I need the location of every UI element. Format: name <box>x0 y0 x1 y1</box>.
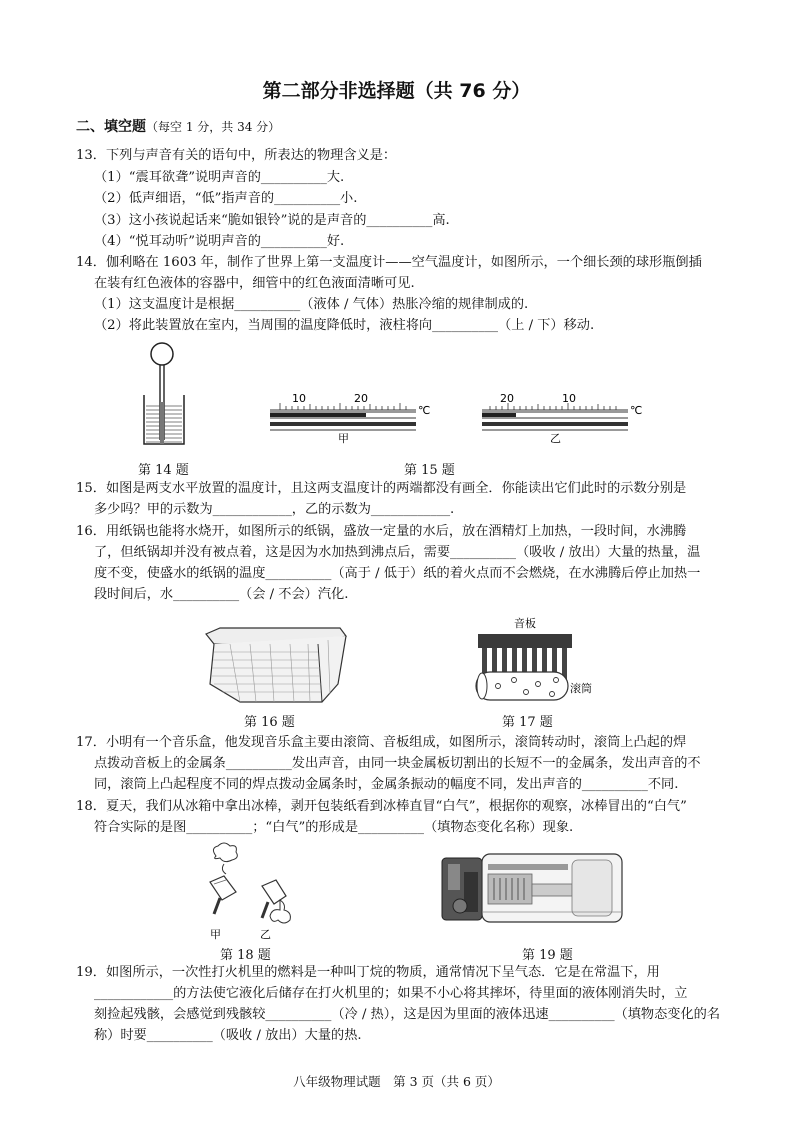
q14-stem-line-1: 14．伽利略在 1603 年，制作了世界上第一支温度计——空气温度计，如图所示，一个细长颈的球形瓶倒插 <box>76 255 702 270</box>
q16-stem-line-2: 了，但纸锅却并没有被点着，这是因为水加热到沸点后，需要__________（吸收 / 放出）大量的热量，温 <box>94 545 701 560</box>
jia-tick-20: 20 <box>354 392 368 405</box>
fig18-jia-label: 甲 <box>210 928 221 941</box>
q16-stem-line-3: 度不变，使盛水的纸锅的温度__________（高于 / 低于）纸的着火点而不会燃烧，在水沸腾后停止加热一 <box>94 566 701 581</box>
q15-thermometer-yi <box>478 390 653 448</box>
q15-stem-line-1: 15．如图是两支水平放置的温度计，且这两支温度计的两端都没有画全．你能读出它们此时的示数分别是 <box>76 481 687 496</box>
q14-caption: 第 14 题 <box>138 463 189 478</box>
q13-item-4: （4）“悦耳动听”说明声音的__________好. <box>94 234 345 249</box>
page-footer: 八年级物理试题 第 3 页（共 6 页） <box>293 1074 500 1089</box>
q16-stem-line-4: 段时间后，水__________（会 / 不会）汽化. <box>94 587 349 602</box>
q14-stem-line-2: 在装有红色液体的容器中，细管中的红色液面清晰可见. <box>94 276 415 291</box>
q19-stem-line-4: 称）时要__________（吸收 / 放出）大量的热. <box>94 1028 362 1043</box>
q19-stem-line-3: 刻捡起残骸，会感觉到残骸较__________（冷 / 热），这是因为里面的液体迅速__________（填物态变化的名 <box>94 1007 721 1022</box>
section-heading-text: 二、填空题 <box>76 119 146 135</box>
q13-item-1: （1）“震耳欲聋”说明声音的__________大. <box>94 170 345 185</box>
q19-figure <box>440 850 628 926</box>
page-title: 第二部分非选择题（共 76 分） <box>262 80 531 102</box>
q13-stem: 13．下列与声音有关的语句中，所表达的物理含义是： <box>76 148 397 163</box>
q19-caption: 第 19 题 <box>522 948 573 963</box>
q14-figure <box>138 340 198 448</box>
q17-stem-line-2: 点拨动音板上的金属条__________发出声音，由同一块金属板切割出的长短不一的金属条，发出声音的不 <box>94 756 701 771</box>
yi-tick-20: 20 <box>500 392 514 405</box>
q16-caption: 第 16 题 <box>244 715 295 730</box>
q16-stem-line-1: 16．用纸锅也能将水烧开，如图所示的纸锅，盛放一定量的水后，放在酒精灯上加热，一段时间，水沸腾 <box>76 524 687 539</box>
fig18-yi-label: 乙 <box>260 928 271 941</box>
q14-item-1: （1）这支温度计是根据__________（液体 / 气体）热胀冷缩的规律制成的. <box>94 297 529 312</box>
q18-figure <box>196 842 306 942</box>
q16-figure <box>200 624 350 706</box>
q17-stem-line-1: 17．小明有一个音乐盒，他发现音乐盒主要由滚筒、音板组成，如图所示，滚筒转动时，滚筒上凸起的焊 <box>76 735 687 750</box>
q17-stem-line-3: 同，滚筒上凸起程度不同的焊点拨动金属条时，金属条振动的幅度不同，发出声音的__________不同. <box>94 777 679 792</box>
q18-stem-line-2: 符合实际的是图__________；“白气”的形成是__________（填物态变化名称）现象. <box>94 820 574 835</box>
q13-item-2: （2）低声细语，“低”指声音的__________小. <box>94 191 358 206</box>
q19-stem-line-2: ____________的方法使它液化后储存在打火机里的；如果不小心将其摔坏，待里面的液体刚消失时，立 <box>94 986 688 1001</box>
q17-caption: 第 17 题 <box>502 715 553 730</box>
jia-unit: ℃ <box>418 404 431 417</box>
q15-caption: 第 15 题 <box>404 463 455 478</box>
section-note: （每空 1 分，共 34 分） <box>146 120 281 134</box>
drum-label: 滚筒 <box>570 682 592 695</box>
yi-unit: ℃ <box>630 404 643 417</box>
q13-item-3: （3）这小孩说起话来“脆如银铃”说的是声音的__________高. <box>94 213 450 228</box>
yi-tick-10: 10 <box>562 392 576 405</box>
q18-stem-line-1: 18．夏天，我们从冰箱中拿出冰棒，剥开包装纸看到冰棒直冒“白气”，根据你的观察，冰棒冒出的“白气” <box>76 799 687 814</box>
jia-label: 甲 <box>338 432 349 445</box>
q14-item-2: （2）将此装置放在室内，当周围的温度降低时，液柱将向__________（上 / 下）移动. <box>94 318 595 333</box>
board-label: 音板 <box>514 617 536 630</box>
section-heading <box>76 116 280 136</box>
yi-label: 乙 <box>550 432 561 445</box>
q15-stem-line-2: 多少吗？甲的示数为____________，乙的示数为____________. <box>94 502 455 517</box>
q19-stem-line-1: 19．如图所示，一次性打火机里的燃料是一种叫丁烷的物质，通常情况下呈气态．它是在常温下，用 <box>76 965 660 980</box>
q17-figure <box>468 614 608 706</box>
jia-tick-10: 10 <box>292 392 306 405</box>
q15-thermometer-jia <box>266 390 441 448</box>
q18-caption: 第 18 题 <box>220 948 271 963</box>
